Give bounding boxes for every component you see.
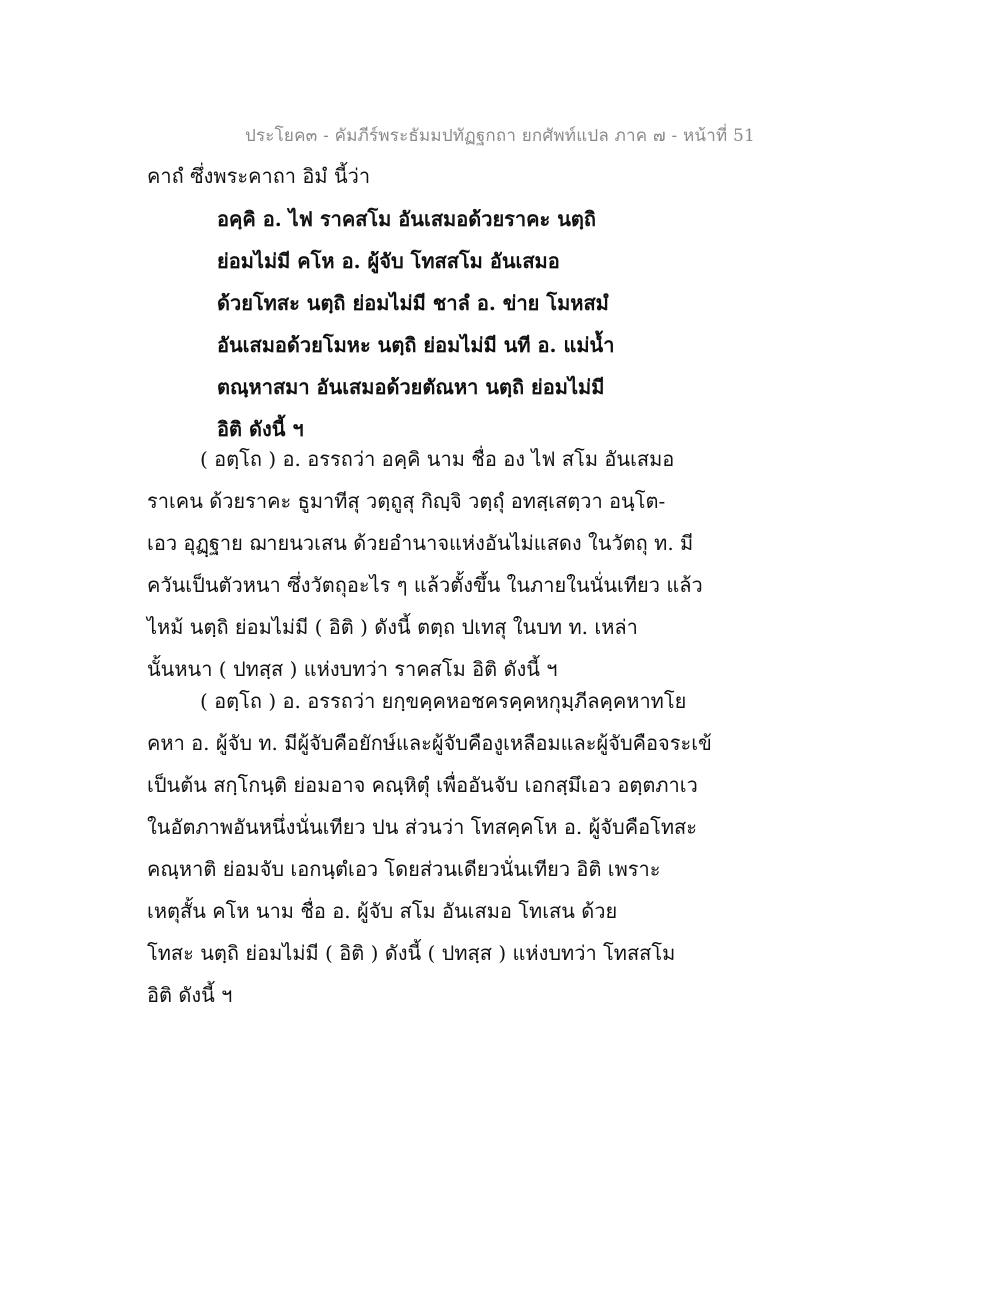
page-header: ประโยค๓ - คัมภีร์พระธัมมปทัฏฐกถา ยกศัพท์แปล ภาค ๗ - หน้าที่ 51	[244, 126, 756, 146]
paragraph-line: โทสะ นตฺถิ ย่อมไม่มี ( อิติ ) ดังนี้ ( ปทสฺส ) แห่งบทว่า โทสสโม	[147, 941, 676, 965]
verse-line: อคฺคิ อ. ไฟ ราคสโม อันเสมอด้วยราคะ นตฺถิ	[217, 207, 596, 231]
verse-line: ด้วยโทสะ นตฺถิ ย่อมไม่มี ชาลํ อ. ข่าย โมหสมํ	[217, 291, 609, 315]
paragraph-line: อิติ ดังนี้ ฯ	[147, 983, 233, 1007]
verse-line: อันเสมอด้วยโมหะ นตฺถิ ย่อมไม่มี นที อ. แม่น้ำ	[217, 333, 615, 357]
intro-line: คาถํ ซึ่งพระคาถา อิมํ นี้ว่า	[147, 164, 371, 188]
paragraph-line: เอว อุฏฺฐาย ฌายนวเสน ด้วยอำนาจแห่งอันไม่แสดง ในวัตถุ ท. มี	[147, 531, 694, 555]
paragraph-line: ไหม้ นตฺถิ ย่อมไม่มี ( อิติ ) ดังนี้ ตตฺถ ปเทสุ ในบท ท. เหล่า	[147, 615, 638, 639]
verse-line: ย่อมไม่มี คโห อ. ผู้จับ โทสสโม อันเสมอ	[217, 249, 560, 273]
paragraph-1	[147, 438, 707, 690]
paragraph-line: คณฺหาติ ย่อมจับ เอกนฺตํเอว โดยส่วนเดียวนั่นเทียว อิติ เพราะ	[147, 857, 661, 881]
verse-line: ตณฺหาสมา อันเสมอด้วยตัณหา นตฺถิ ย่อมไม่มี	[217, 375, 605, 399]
paragraph-line: คหา อ. ผู้จับ ท. มีผู้จับคือยักษ์และผู้จับคืองูเหลือมและผู้จับคือจระเข้	[147, 731, 712, 755]
paragraph-line: ราเคน ด้วยราคะ ธูมาทีสุ วตฺถูสุ กิญฺจิ วตฺถุํ อทสฺเสตฺวา อนฺโต-	[147, 489, 666, 513]
paragraph-2	[147, 680, 712, 1016]
paragraph-line: ในอัตภาพอันหนึ่งนั่นเทียว ปน ส่วนว่า โทสคฺคโห อ. ผู้จับคือโทสะ	[147, 815, 697, 839]
paragraph-line: ( อตฺโถ ) อ. อรรถว่า อคฺคิ นาม ชื่อ อง ไฟ สโม อันเสมอ	[200, 447, 675, 471]
verse-block	[217, 198, 737, 450]
verse-line: อิติ ดังนี้ ฯ	[217, 417, 304, 441]
paragraph-line: นั้นหนา ( ปทสฺส ) แห่งบทว่า ราคสโม อิติ ดังนี้ ฯ	[147, 657, 558, 681]
paragraph-line: ควันเป็นตัวหนา ซึ่งวัตถุอะไร ๆ แล้วตั้งขึ้น ในภายในนั่นเทียว แล้ว	[147, 573, 703, 597]
paragraph-line: เหตุสั้น คโห นาม ชื่อ อ. ผู้จับ สโม อันเสมอ โทเสน ด้วย	[147, 899, 618, 923]
paragraph-line: เป็นต้น สกฺโกนฺติ ย่อมอาจ คณฺหิตุํ เพื่ออันจับ เอกสฺมึเอว อตฺตภาเว	[147, 773, 698, 797]
paragraph-line: ( อตฺโถ ) อ. อรรถว่า ยกฺขคฺคหอชครคฺคหกุมฺภีลคฺคหาทโย	[200, 689, 687, 713]
